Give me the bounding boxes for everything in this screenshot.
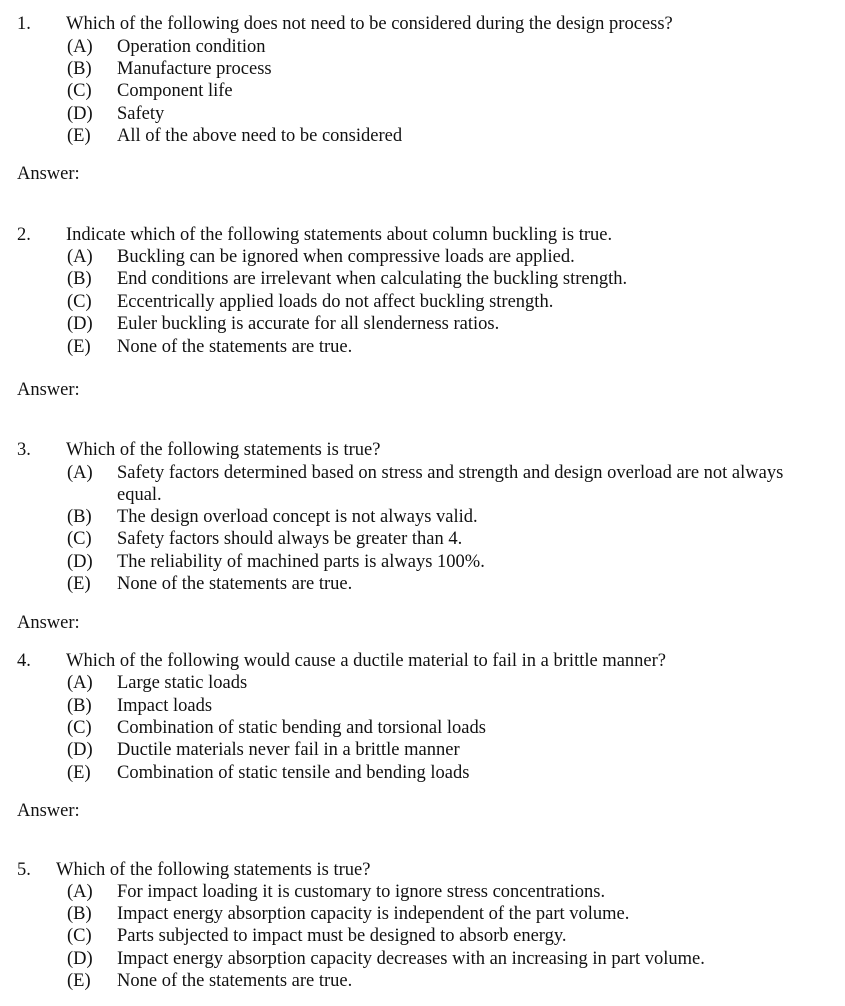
option-letter: (B) [67,696,92,716]
option-letter: (E) [67,337,91,357]
option-text: Component life [117,81,233,101]
option-letter: (B) [67,904,92,924]
option-text: Ductile materials never fail in a brittle manner [117,740,460,760]
option-text: Buckling can be ignored when compressive loads are applied. [117,247,575,267]
option-text: The design overload concept is not always valid. [117,507,478,527]
answer-label: Answer: [17,613,80,633]
option-letter: (D) [67,949,93,969]
option-text: Operation condition [117,37,266,57]
question-text: Indicate which of the following statements about column buckling is true. [66,225,613,245]
option-text: For impact loading it is customary to ignore stress concentrations. [117,882,606,902]
question-number: 2. [17,225,31,245]
option-text: The reliability of machined parts is always 100%. [117,552,485,572]
option-text: Impact energy absorption capacity is independent of the part volume. [117,904,630,924]
option-letter: (C) [67,529,92,549]
option-letter: (E) [67,574,91,594]
option-letter: (B) [67,269,92,289]
option-letter: (A) [67,882,93,902]
option-text: Large static loads [117,673,248,693]
option-text: None of the statements are true. [117,337,353,357]
option-letter: (C) [67,926,92,946]
question-number: 5. [17,860,31,880]
option-letter: (C) [67,81,92,101]
question-number: 4. [17,651,31,671]
option-text: None of the statements are true. [117,574,353,594]
answer-label: Answer: [17,164,80,184]
option-letter: (E) [67,126,91,146]
option-text: Euler buckling is accurate for all slenderness ratios. [117,314,500,334]
option-text: Safety factors determined based on stress and strength and design overload are not always [117,463,784,483]
option-text-continuation: equal. [117,485,162,505]
option-letter: (B) [67,59,92,79]
option-text: Eccentrically applied loads do not affect buckling strength. [117,292,554,312]
option-letter: (A) [67,673,93,693]
question-text: Which of the following statements is true? [66,440,381,460]
option-text: Combination of static bending and torsional loads [117,718,486,738]
option-text: End conditions are irrelevant when calculating the buckling strength. [117,269,628,289]
option-letter: (A) [67,37,93,57]
option-letter: (A) [67,463,93,483]
option-letter: (E) [67,971,91,991]
option-text: None of the statements are true. [117,971,353,991]
option-text: Safety [117,104,165,124]
option-letter: (C) [67,292,92,312]
answer-label: Answer: [17,801,80,821]
option-text: Impact energy absorption capacity decreases with an increasing in part volume. [117,949,705,969]
option-letter: (A) [67,247,93,267]
option-text: All of the above need to be considered [117,126,403,146]
option-letter: (D) [67,314,93,334]
option-letter: (D) [67,552,93,572]
answer-label: Answer: [17,380,80,400]
question-number: 1. [17,14,31,34]
question-text: Which of the following statements is true? [56,860,371,880]
option-text: Impact loads [117,696,213,716]
question-text: Which of the following does not need to be considered during the design process? [66,14,673,34]
option-text: Combination of static tensile and bending loads [117,763,470,783]
option-letter: (C) [67,718,92,738]
option-text: Parts subjected to impact must be designed to absorb energy. [117,926,567,946]
question-text: Which of the following would cause a ductile material to fail in a brittle manner? [66,651,667,671]
option-letter: (E) [67,763,91,783]
question-number: 3. [17,440,31,460]
option-letter: (D) [67,104,93,124]
option-text: Manufacture process [117,59,272,79]
option-letter: (D) [67,740,93,760]
option-letter: (B) [67,507,92,527]
option-text: Safety factors should always be greater than 4. [117,529,463,549]
